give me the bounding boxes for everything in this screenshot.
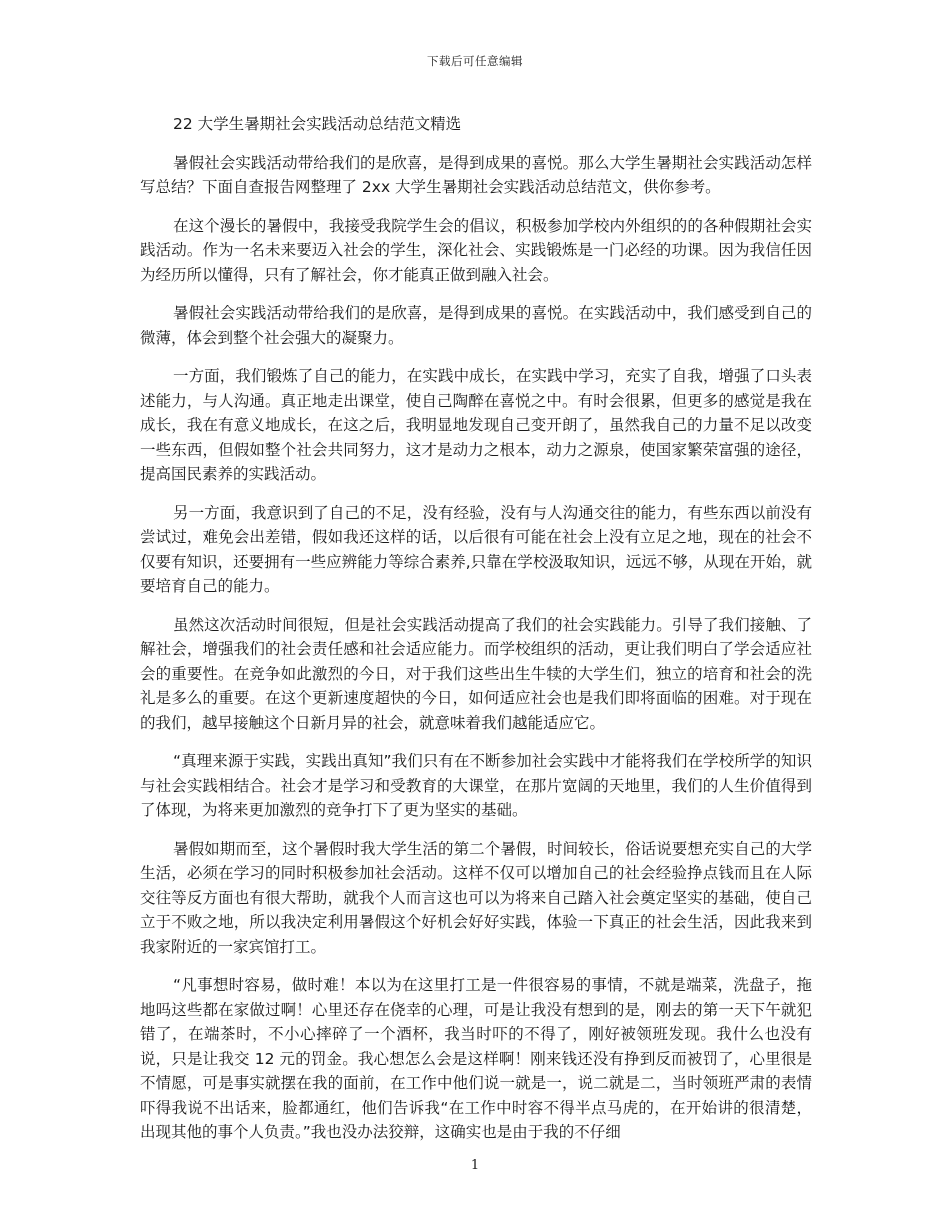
paragraph-2: 在这个漫长的暑假中，我接受我院学生会的倡议，积极参加学校内外组织的的各种假期社会实践活动。作为一名未来要迈入社会的学生，深化社会、实践锻炼是一门必经的功课。因为我信任因为经历所以懂得，只有了解社会，你才能真正做到融入社会。 [140, 216, 812, 284]
paragraph-9: “凡事想时容易，做时难！本以为在这里打工是一件很容易的事情，不就是端菜，洗盘子，拖地吗这些都在家做过啊！心里还存在侥幸的心理，可是让我没有想到的是，刚去的第一天下午就犯错了，在端茶时，不小心摔碎了一个酒杯，我当时吓的不得了，刚好被领班发现。我什么也没有说，只是让我交 12 元的罚金。我心想怎么会是这样啊！刚来钱还没有挣到反而被罚了，心里很是不情愿，可是事实就摆在我的面前，在工作中他们说一就是一，说二就是二，当时领班严肃的表情吓得我说不出话来，脸都通红，他们告诉我“在工作中时容不得半点马虎的，在开始讲的很清楚，出现其他的事个人负责。”我也没办法狡辩，这确实也是由于我的不仔细 [140, 976, 812, 1141]
document-title: 22 大学生暑期社会实践活动总结范文精选 [173, 115, 462, 133]
paragraph-5: 另一方面，我意识到了自己的不足，没有经验，没有与人沟通交往的能力，有些东西以前没有尝试过，难免会出差错，假如我还这样的话，以后很有可能在社会上没有立足之地，现在的社会不仅要有知识，还要拥有一些应辨能力等综合素养,只靠在学校汲取知识，远远不够，从现在开始，就要培育自己的能力。 [140, 503, 812, 595]
paragraph-7: “真理来源于实践，实践出真知”我们只有在不断参加社会实践中才能将我们在学校所学的知识与社会实践相结合。社会才是学习和受教育的大课堂，在那片宽阔的天地里，我们的人生价值得到了体现，为将来更加激烈的竞争打下了更为坚实的基础。 [140, 752, 812, 819]
header-note: 下载后可任意编辑 [427, 54, 523, 68]
paragraph-3: 暑假社会实践活动带给我们的是欣喜，是得到成果的喜悦。在实践活动中，我们感受到自己的微薄，体会到整个社会强大的凝聚力。 [140, 304, 812, 347]
paragraph-1: 暑假社会实践活动带给我们的是欣喜，是得到成果的喜悦。那么大学生暑期社会实践活动怎样写总结？下面自查报告网整理了 2xx 大学生暑期社会实践活动总结范文，供你参考。 [140, 153, 812, 196]
page-number: 1 [470, 1158, 480, 1173]
paragraph-8: 暑假如期而至，这个暑假时我大学生活的第二个暑假，时间较长，俗话说要想充实自己的大学生活，必须在学习的同时积极参加社会活动。这样不仅可以增加自己的社会经验挣点钱而且在人际交往等反方面也有很大帮助，就我个人而言这也可以为将来自己踏入社会奠定坚实的基础，使自己立于不败之地，所以我决定利用暑假这个好机会好好实践，体验一下真正的社会生活，因此我来到我家附近的一家宾馆打工。 [140, 839, 812, 956]
paragraph-6: 虽然这次活动时间很短，但是社会实践活动提高了我们的社会实践能力。引导了我们接触、了解社会，增强我们的社会责任感和社会适应能力。而学校组织的活动，更让我们明白了学会适应社会的重要性。在竞争如此激烈的今日，对于我们这些出生牛犊的大学生们，独立的培育和社会的洗礼是多么的重要。在这个更新速度超快的今日，如何适应社会也是我们即将面临的困难。对于现在的我们，越早接触这个日新月异的社会，就意味着我们越能适应它。 [140, 615, 812, 732]
document-body [140, 112, 812, 1159]
paragraph-4: 一方面，我们锻炼了自己的能力，在实践中成长，在实践中学习，充实了自我，增强了口头表述能力，与人沟通。真正地走出课堂，使自己陶醉在喜悦之中。有时会很累，但更多的感觉是我在成长，我在有意义地成长，在这之后，我明显地发现自己变开朗了，虽然我自己的力量不足以改变一些东西，但假如整个社会共同努力，这才是动力之根本，动力之源泉，使国家繁荣富强的途径，提高国民素养的实践活动。 [140, 367, 812, 483]
